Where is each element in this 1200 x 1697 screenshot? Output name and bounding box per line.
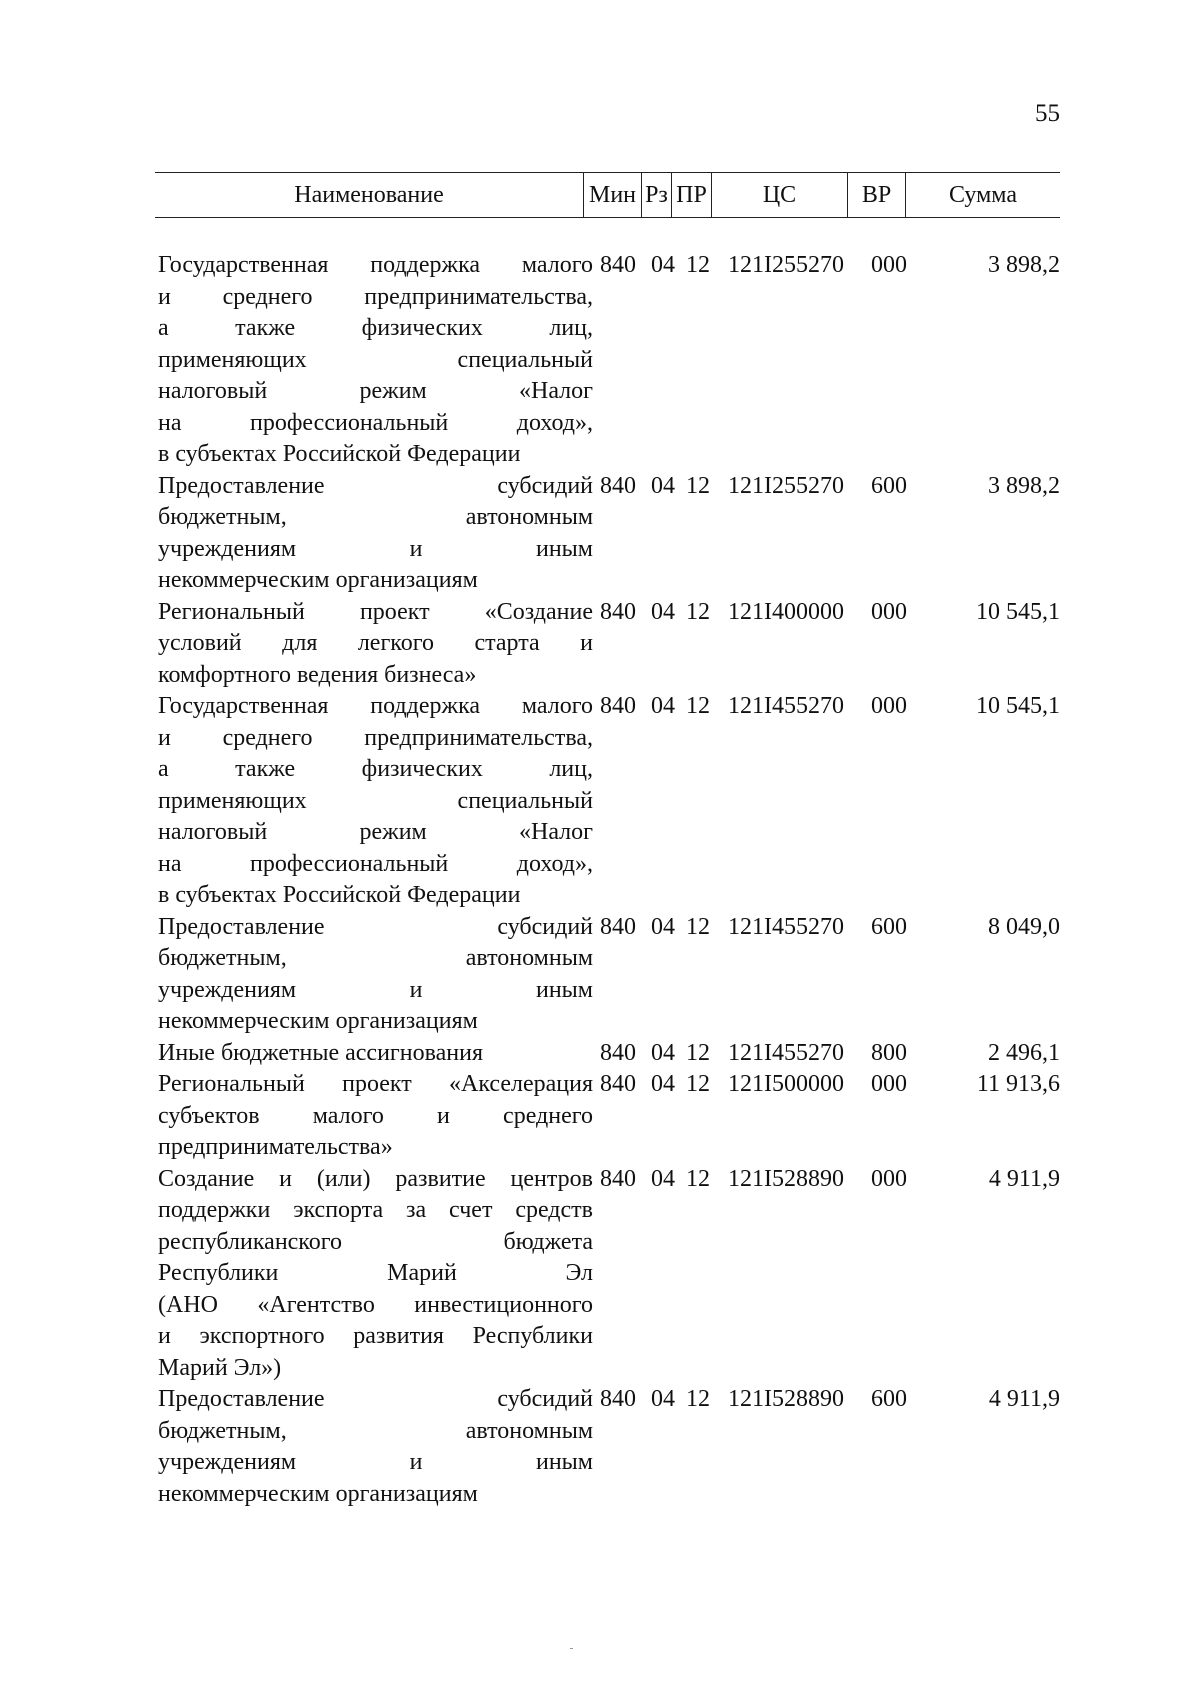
row-name: [158, 1038, 593, 1070]
row-rz: 04: [651, 1165, 675, 1192]
table-row: [0, 250, 1200, 471]
row-name-line: на профессиональный доход»,: [158, 850, 593, 877]
row-rz: 04: [651, 1039, 675, 1066]
row-cs: 121I255270: [728, 472, 844, 499]
row-name-line: Республики Марий Эл: [158, 1260, 593, 1286]
row-name-line: Региональный проект «Создание: [158, 598, 593, 625]
row-name-line: а также физических лиц,: [158, 315, 593, 341]
row-name-line: комфортного ведения бизнеса»: [158, 661, 477, 688]
row-pr: 12: [686, 913, 710, 940]
row-name-line: бюджетным, автономным: [158, 504, 593, 530]
row-rz: 04: [651, 1071, 675, 1097]
row-cs: 121I455270: [728, 1039, 844, 1066]
row-sum: 3 898,2: [988, 472, 1060, 499]
row-pr: 12: [686, 1071, 710, 1097]
row-rz: 04: [651, 598, 675, 625]
table-body: [0, 250, 1200, 1510]
row-name: [158, 691, 593, 912]
row-sum: 10 545,1: [976, 693, 1060, 719]
scan-speck: [570, 1648, 573, 1649]
row-cs: 121I455270: [728, 693, 844, 719]
row-pr: 12: [686, 693, 710, 719]
row-min: 840: [600, 598, 636, 625]
row-name-line: применяющих специальный: [158, 787, 593, 814]
row-name-line: учреждениям и иным: [158, 1449, 593, 1475]
row-sum: 4 911,9: [988, 1165, 1060, 1192]
row-min: 840: [600, 252, 636, 278]
row-name-line: Создание и (или) развитие центров: [158, 1165, 593, 1192]
row-name-line: налоговый режим «Налог: [158, 819, 593, 845]
row-name-line: бюджетным, автономным: [158, 1417, 593, 1444]
row-min: 840: [600, 1039, 636, 1066]
row-name-line: Региональный проект «Акселерация: [158, 1071, 593, 1097]
row-vr: 800: [871, 1039, 907, 1066]
row-rz: 04: [651, 913, 675, 940]
row-name-line: и среднего предпринимательства,: [158, 283, 593, 310]
row-name-line: в субъектах Российской Федерации: [158, 441, 521, 467]
row-vr: 600: [871, 472, 907, 499]
row-name-line: бюджетным, автономным: [158, 945, 593, 971]
row-rz: 04: [651, 472, 675, 499]
row-sum: 11 913,6: [976, 1071, 1060, 1097]
page-number: 55: [1035, 100, 1060, 127]
header-rz: Рз: [641, 173, 671, 217]
row-rz: 04: [651, 693, 675, 719]
row-name-line: а также физических лиц,: [158, 756, 593, 782]
row-min: 840: [600, 1386, 636, 1412]
table-row: [0, 597, 1200, 692]
row-name-line: субъектов малого и среднего: [158, 1102, 593, 1129]
row-name-line: налоговый режим «Налог: [158, 378, 593, 404]
table-row: [0, 1164, 1200, 1385]
row-name-line: Государственная поддержка малого: [158, 693, 593, 719]
row-name: [158, 1384, 593, 1510]
row-name-line: республиканского бюджета: [158, 1228, 593, 1255]
table-header: [155, 172, 1060, 218]
row-name-line: в субъектах Российской Федерации: [158, 882, 521, 908]
header-name: Наименование: [294, 182, 444, 208]
row-name-line: (АНО «Агентство инвестиционного: [158, 1291, 593, 1318]
row-name-line: некоммерческим организациям: [158, 567, 478, 593]
row-name: [158, 250, 593, 471]
row-name-line: Предоставление субсидий: [158, 472, 593, 499]
row-name-line: Марий Эл»): [158, 1354, 282, 1381]
row-vr: 000: [871, 693, 907, 719]
row-cs: 121I255270: [728, 252, 844, 278]
header-min: Мин: [583, 173, 641, 217]
row-sum: 4 911,9: [988, 1386, 1060, 1412]
row-vr: 600: [871, 1386, 907, 1412]
row-vr: 000: [871, 598, 907, 625]
row-vr: 000: [871, 1165, 907, 1192]
row-name-line: поддержки экспорта за счет средств: [158, 1197, 593, 1223]
row-rz: 04: [651, 1386, 675, 1412]
row-pr: 12: [686, 1039, 710, 1066]
row-sum: 3 898,2: [988, 252, 1060, 278]
row-min: 840: [600, 693, 636, 719]
row-name: [158, 471, 593, 597]
header-pr: ПР: [671, 173, 711, 217]
row-sum: 10 545,1: [976, 598, 1060, 625]
row-cs: 121I455270: [728, 913, 844, 940]
row-rz: 04: [651, 252, 675, 278]
row-vr: 000: [871, 252, 907, 278]
row-name-line: учреждениям и иным: [158, 976, 593, 1003]
row-name-line: на профессиональный доход»,: [158, 409, 593, 436]
row-name-line: Предоставление субсидий: [158, 1386, 593, 1412]
row-min: 840: [600, 472, 636, 499]
row-name-line: учреждениям и иным: [158, 535, 593, 562]
row-vr: 600: [871, 913, 907, 940]
row-name: [158, 597, 593, 692]
row-min: 840: [600, 913, 636, 940]
row-cs: 121I528890: [728, 1165, 844, 1192]
table-row: [0, 691, 1200, 912]
row-sum: 2 496,1: [988, 1039, 1060, 1066]
row-name-line: некоммерческим организациям: [158, 1480, 478, 1507]
row-pr: 12: [686, 1165, 710, 1192]
row-pr: 12: [686, 598, 710, 625]
table-row: [0, 1384, 1200, 1510]
header-vr: ВР: [847, 173, 905, 217]
row-name-line: Государственная поддержка малого: [158, 252, 593, 278]
table-row: [0, 912, 1200, 1038]
row-name-line: Иные бюджетные ассигнования: [158, 1039, 483, 1066]
row-name-line: некоммерческим организациям: [158, 1008, 478, 1034]
row-name-line: Предоставление субсидий: [158, 913, 593, 940]
row-pr: 12: [686, 1386, 710, 1412]
table-row: [0, 1069, 1200, 1164]
row-name-line: и среднего предпринимательства,: [158, 724, 593, 751]
row-name-line: условий для легкого старта и: [158, 630, 593, 656]
row-cs: 121I400000: [728, 598, 844, 625]
row-min: 840: [600, 1165, 636, 1192]
header-cs: ЦС: [711, 173, 847, 217]
table-row: [0, 471, 1200, 597]
row-sum: 8 049,0: [988, 913, 1060, 940]
header-sum: Сумма: [905, 173, 1060, 217]
row-name-line: применяющих специальный: [158, 346, 593, 373]
row-cs: 121I500000: [728, 1071, 844, 1097]
row-name-line: и экспортного развития Республики: [158, 1323, 593, 1349]
row-vr: 000: [871, 1071, 907, 1097]
row-name: [158, 912, 593, 1038]
row-cs: 121I528890: [728, 1386, 844, 1412]
row-pr: 12: [686, 472, 710, 499]
row-min: 840: [600, 1071, 636, 1097]
table-row: [0, 1038, 1200, 1070]
row-name: [158, 1069, 593, 1164]
row-name: [158, 1164, 593, 1385]
row-name-line: предпринимательства»: [158, 1134, 393, 1160]
row-pr: 12: [686, 252, 710, 278]
